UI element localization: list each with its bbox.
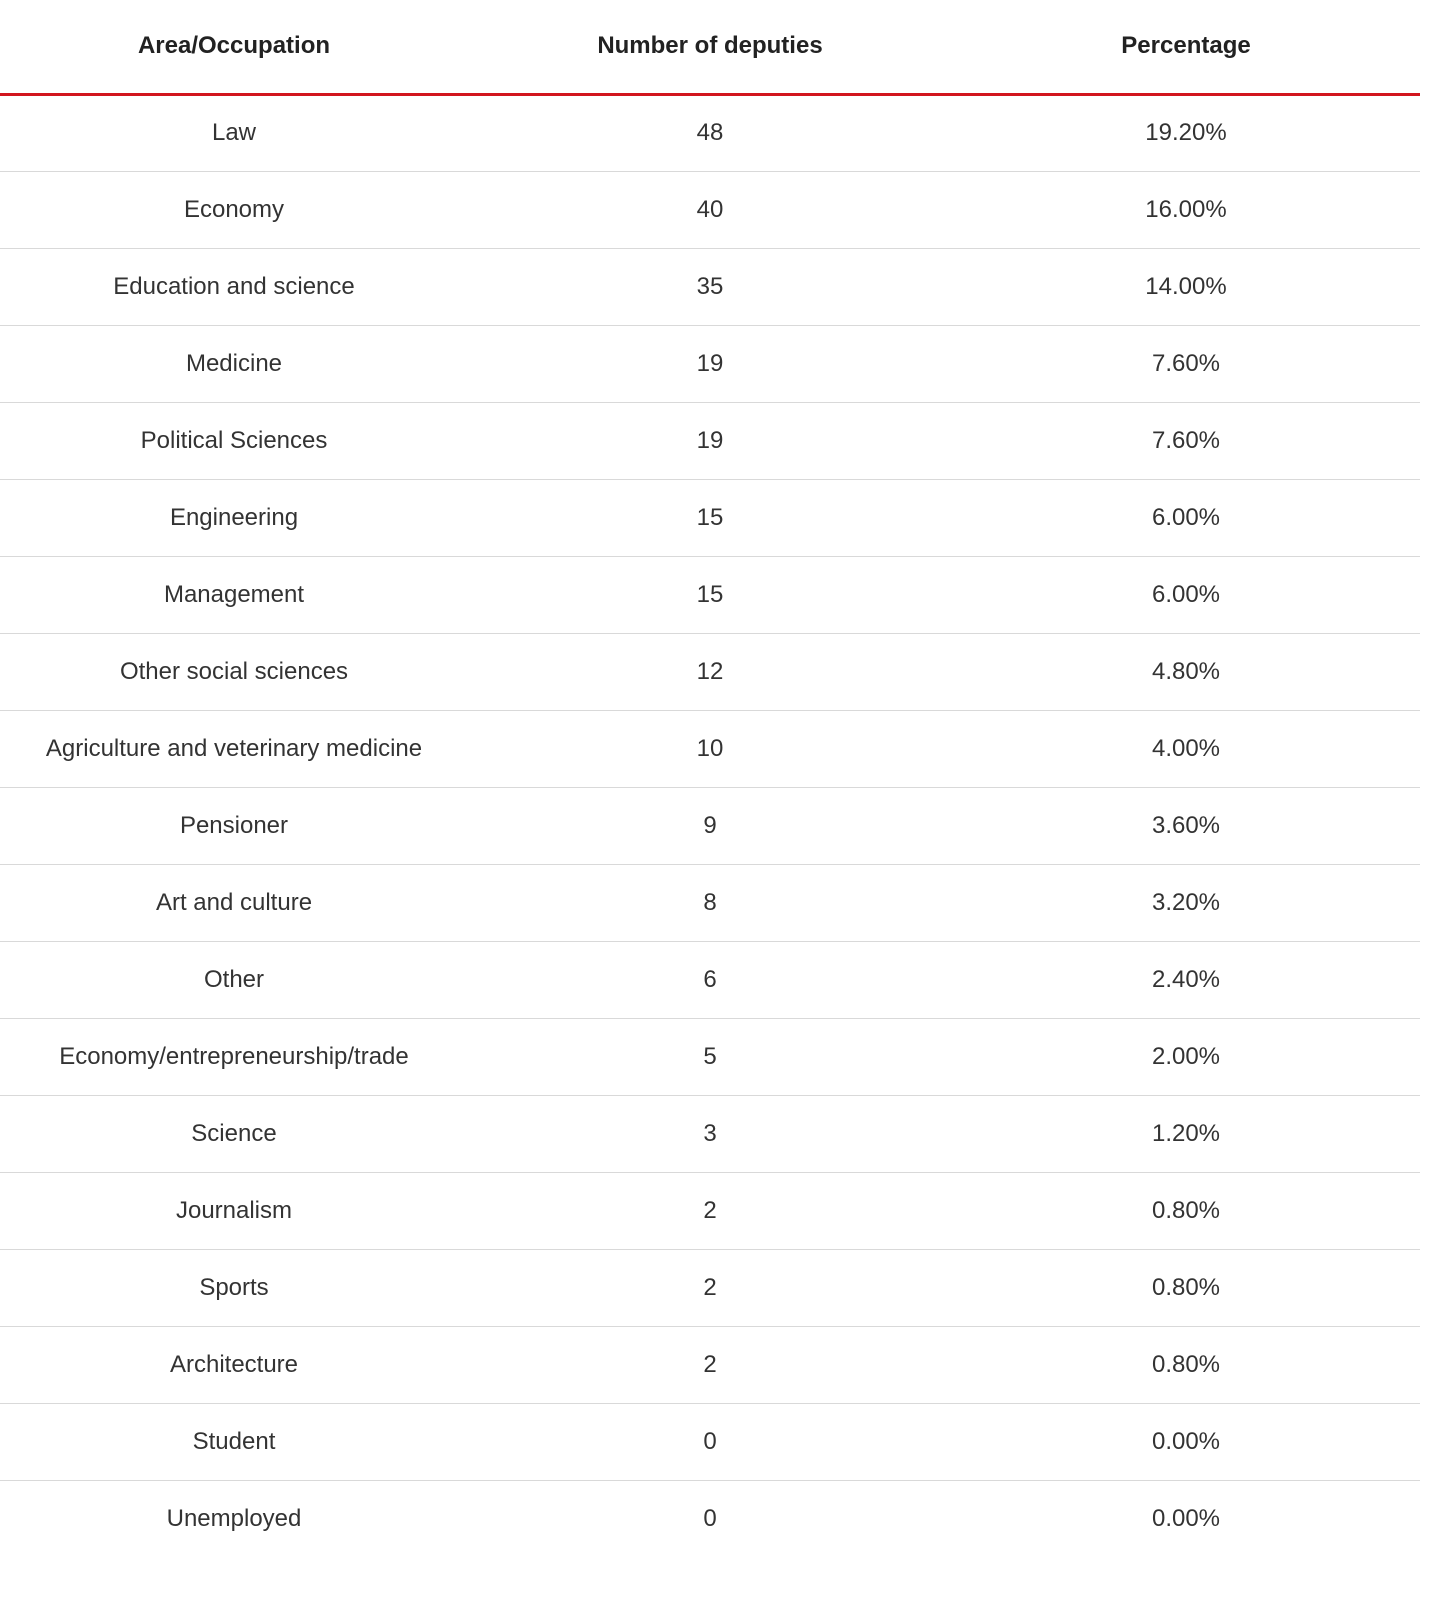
area-occupation-cell: Science bbox=[0, 1095, 468, 1172]
table-row bbox=[0, 248, 1420, 325]
percentage-cell: 3.60% bbox=[952, 787, 1420, 864]
area-occupation-cell: Economy bbox=[0, 171, 468, 248]
area-occupation-cell: Pensioner bbox=[0, 787, 468, 864]
area-occupation-cell: Management bbox=[0, 556, 468, 633]
table-row bbox=[0, 1249, 1420, 1326]
table-row bbox=[0, 710, 1420, 787]
area-occupation-cell: Art and culture bbox=[0, 864, 468, 941]
number-of-deputies-cell: 6 bbox=[468, 941, 952, 1018]
percentage-cell: 1.20% bbox=[952, 1095, 1420, 1172]
number-of-deputies-cell: 19 bbox=[468, 402, 952, 479]
table-row bbox=[0, 633, 1420, 710]
table-row bbox=[0, 1403, 1420, 1480]
percentage-cell: 0.80% bbox=[952, 1249, 1420, 1326]
percentage-cell: 19.20% bbox=[952, 94, 1420, 171]
table-header bbox=[0, 0, 1420, 94]
table-row bbox=[0, 864, 1420, 941]
column-header-percentage: Percentage bbox=[952, 0, 1420, 94]
table-row bbox=[0, 1018, 1420, 1095]
number-of-deputies-cell: 35 bbox=[468, 248, 952, 325]
number-of-deputies-cell: 2 bbox=[468, 1326, 952, 1403]
area-occupation-cell: Sports bbox=[0, 1249, 468, 1326]
area-occupation-cell: Agriculture and veterinary medicine bbox=[0, 710, 468, 787]
area-occupation-cell: Architecture bbox=[0, 1326, 468, 1403]
area-occupation-cell: Medicine bbox=[0, 325, 468, 402]
area-occupation-cell: Unemployed bbox=[166, 1504, 302, 1532]
number-of-deputies-cell: 15 bbox=[468, 556, 952, 633]
area-occupation-cell: Economy/entrepreneurship/trade bbox=[0, 1018, 468, 1095]
table-row bbox=[0, 787, 1420, 864]
number-of-deputies-cell: 48 bbox=[468, 94, 952, 171]
table-row bbox=[0, 941, 1420, 1018]
number-of-deputies-cell: 40 bbox=[468, 171, 952, 248]
percentage-cell: 3.20% bbox=[952, 864, 1420, 941]
percentage-cell: 7.60% bbox=[952, 402, 1420, 479]
percentage-cell: 4.80% bbox=[952, 633, 1420, 710]
percentage-cell: 2.40% bbox=[952, 941, 1420, 1018]
number-of-deputies-cell: 9 bbox=[468, 787, 952, 864]
number-of-deputies-cell: 2 bbox=[468, 1249, 952, 1326]
percentage-cell: 0.80% bbox=[952, 1326, 1420, 1403]
column-header-number-of-deputies: Number of deputies bbox=[468, 0, 952, 94]
number-of-deputies-cell: 0 bbox=[703, 1504, 717, 1532]
percentage-cell: 6.00% bbox=[952, 556, 1420, 633]
table-row bbox=[0, 1480, 1420, 1557]
area-occupation-cell: Engineering bbox=[0, 479, 468, 556]
number-of-deputies-cell: 8 bbox=[468, 864, 952, 941]
number-of-deputies-cell: 2 bbox=[468, 1172, 952, 1249]
percentage-cell: 7.60% bbox=[952, 325, 1420, 402]
table-row bbox=[0, 325, 1420, 402]
area-occupation-cell: Political Sciences bbox=[0, 402, 468, 479]
column-header-area-occupation: Area/Occupation bbox=[0, 0, 468, 94]
table-row bbox=[0, 479, 1420, 556]
area-occupation-cell: Law bbox=[0, 94, 468, 171]
number-of-deputies-cell: 10 bbox=[468, 710, 952, 787]
number-of-deputies-cell: 5 bbox=[468, 1018, 952, 1095]
percentage-cell: 2.00% bbox=[952, 1018, 1420, 1095]
number-of-deputies-cell: 15 bbox=[468, 479, 952, 556]
table-row bbox=[0, 402, 1420, 479]
table-row bbox=[0, 1326, 1420, 1403]
percentage-cell: 14.00% bbox=[952, 248, 1420, 325]
percentage-cell: 0.00% bbox=[952, 1403, 1420, 1480]
percentage-cell: 0.80% bbox=[952, 1172, 1420, 1249]
table-body bbox=[0, 94, 1420, 1557]
number-of-deputies-cell: 12 bbox=[468, 633, 952, 710]
table-row bbox=[0, 1095, 1420, 1172]
percentage-cell: 0.00% bbox=[1151, 1504, 1221, 1532]
number-of-deputies-cell: 3 bbox=[468, 1095, 952, 1172]
table-row bbox=[0, 1172, 1420, 1249]
number-of-deputies-cell: 19 bbox=[468, 325, 952, 402]
area-occupation-cell: Student bbox=[0, 1403, 468, 1480]
table-row bbox=[0, 556, 1420, 633]
header-row bbox=[0, 0, 1420, 94]
number-of-deputies-cell: 0 bbox=[468, 1403, 952, 1480]
percentage-cell: 4.00% bbox=[952, 710, 1420, 787]
percentage-cell: 6.00% bbox=[952, 479, 1420, 556]
area-occupation-cell: Other bbox=[0, 941, 468, 1018]
area-occupation-cell: Other social sciences bbox=[0, 633, 468, 710]
table-row bbox=[0, 171, 1420, 248]
table-row bbox=[0, 94, 1420, 171]
percentage-cell: 16.00% bbox=[952, 171, 1420, 248]
area-occupation-cell: Education and science bbox=[0, 248, 468, 325]
area-occupation-cell: Journalism bbox=[0, 1172, 468, 1249]
